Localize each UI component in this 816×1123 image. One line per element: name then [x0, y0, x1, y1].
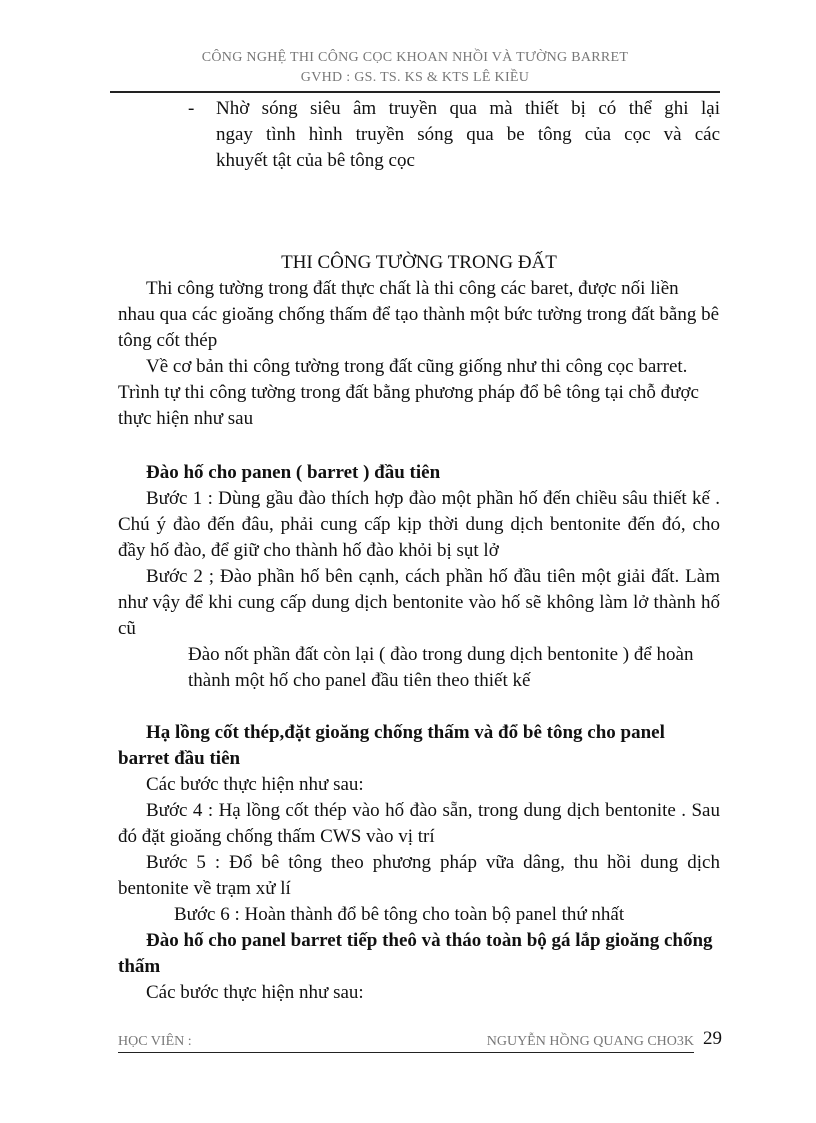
footer-divider: [118, 1052, 694, 1053]
steps-intro-1: Các bước thực hiện như sau:: [146, 774, 364, 795]
steps-intro-2: Các bước thực hiện như sau:: [146, 982, 364, 1003]
step-1: Bước 1 : Dùng gầu đào thích hợp đào một phần hố đến chiều sâu thiết kế . Chú ý đào đến đâu, phải cung cấp kịp thời dung dịch bentonite đến đó, cho đầy hố đào, để giữ cho thành hố đào khỏi bị sụt lở: [118, 488, 720, 561]
step-3: Đào nốt phần đất còn lại ( đào trong dung dịch bentonite ) để hoàn thành một hố cho panel đầu tiên theo thiết kế: [188, 644, 694, 691]
footer-student-label: HỌC VIÊN :: [118, 1034, 192, 1049]
page-header: [110, 48, 720, 88]
subheading-first-panel-excavation: Đào hố cho panen ( barret ) đầu tiên: [146, 462, 441, 483]
subheading-rebar-cage: Hạ lồng cốt thép,đặt gioăng chống thấm và đổ bê tông cho panel barret đầu tiên: [118, 722, 665, 769]
header-advisor: GVHD : GS. TS. KS & KTS LÊ KIỀU: [300, 70, 530, 85]
list-dash: -: [188, 98, 195, 119]
page-body: [118, 96, 720, 1006]
section-title: THI CÔNG TƯỜNG TRONG ĐẤT: [281, 252, 557, 273]
step-5: Bước 5 : Đổ bê tông theo phương pháp vữa dâng, thu hồi dung dịch bentonite về trạm xử lí: [118, 852, 720, 899]
subheading-next-panel: Đào hố cho panel barret tiếp theô và tháo toàn bộ gá lắp gioăng chống thấm: [118, 930, 713, 977]
intro-line-2: ngay tình hình truyền sóng qua be tông của cọc và các: [216, 124, 720, 145]
paragraph-1: Thi công tường trong đất thực chất là thi công các baret, được nối liền nhau qua các gioăng chống thấm để tạo thành một bức tường trong đất bằng bê tông cốt thép: [118, 278, 720, 351]
intro-line-3: khuyết tật của bê tông cọc: [216, 150, 415, 171]
page-number: 29: [703, 1028, 722, 1049]
page-footer: [118, 1028, 722, 1054]
paragraph-2: Về cơ bản thi công tường trong đất cũng giống như thi công cọc barret. Trình tự thi công tường trong đất bằng phương pháp đổ bê tông tại chỗ được thực hiện như sau: [118, 356, 699, 429]
footer-student-name: NGUYỄN HỒNG QUANG CHO3K: [486, 1034, 694, 1049]
step-4: Bước 4 : Hạ lồng cốt thép vào hố đào sẵn, trong dung dịch bentonite . Sau đó đặt gioăng chống thấm CWS vào vị trí: [118, 800, 720, 847]
header-title: CÔNG NGHỆ THI CÔNG CỌC KHOAN NHỒI VÀ TƯỜNG BARRET: [201, 50, 629, 65]
intro-line-1: Nhờ sóng siêu âm truyền qua mà thiết bị có thể ghi lại: [216, 98, 720, 119]
step-6: Bước 6 : Hoàn thành đổ bê tông cho toàn bộ panel thứ nhất: [174, 904, 625, 925]
intro-item-text: [216, 96, 720, 174]
step-2: Bước 2 ; Đào phần hố bên cạnh, cách phần hố đầu tiên một giải đất. Làm như vậy để khi cung cấp dung dịch bentonite vào hố sẽ không làm lở thành hố cũ: [118, 566, 720, 639]
header-divider: [110, 91, 720, 93]
intro-list-item: [118, 96, 720, 174]
